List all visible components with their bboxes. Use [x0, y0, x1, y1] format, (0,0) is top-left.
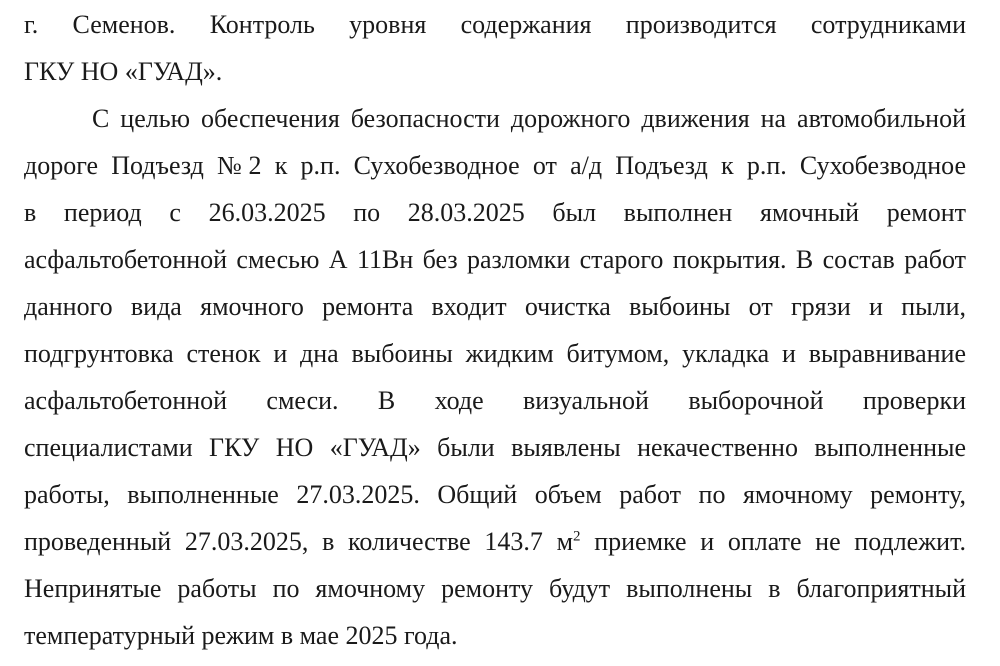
text-line-12-start: проведенный 27.03.2025, в количестве 143.7 м — [24, 527, 574, 556]
text-line-5: в период с 26.03.2025 по 28.03.2025 был выполнен ямочный ремонт — [24, 198, 966, 227]
paragraph-first-line: С целью обеспечения безопасности дорожного движения на автомобильной — [92, 104, 966, 133]
text-line-4: дороге Подъезд №2 к р.п. Сухобезводное от а/д Подъезд к р.п. Сухобезводное — [24, 151, 966, 180]
text-line-12 — [24, 527, 966, 557]
text-line-8: подгрунтовка стенок и дна выбоины жидким битумом, укладка и выравнивание — [24, 339, 966, 368]
text-line-13: Непринятые работы по ямочному ремонту будут выполнены в благоприятный — [24, 574, 966, 603]
superscript-square: 2 — [573, 528, 581, 545]
text-line-2: ГКУ НО «ГУАД». — [24, 57, 223, 86]
text-line-1: г. Семенов. Контроль уровня содержания производится сотрудниками — [24, 10, 966, 39]
text-line-14: температурный режим в мае 2025 года. — [24, 621, 458, 650]
text-line-11: работы, выполненные 27.03.2025. Общий объем работ по ямочному ремонту, — [24, 480, 966, 509]
text-line-6: асфальтобетонной смесью А 11Вн без разломки старого покрытия. В состав работ — [24, 245, 966, 274]
text-line-7: данного вида ямочного ремонта входит очистка выбоины от грязи и пыли, — [24, 292, 966, 321]
text-line-12-end: приемке и оплате не подлежит. — [580, 527, 966, 556]
text-line-9: асфальтобетонной смеси. В ходе визуальной выборочной проверки — [24, 386, 966, 415]
text-line-10: специалистами ГКУ НО «ГУАД» были выявлены некачественно выполненные — [24, 433, 966, 462]
